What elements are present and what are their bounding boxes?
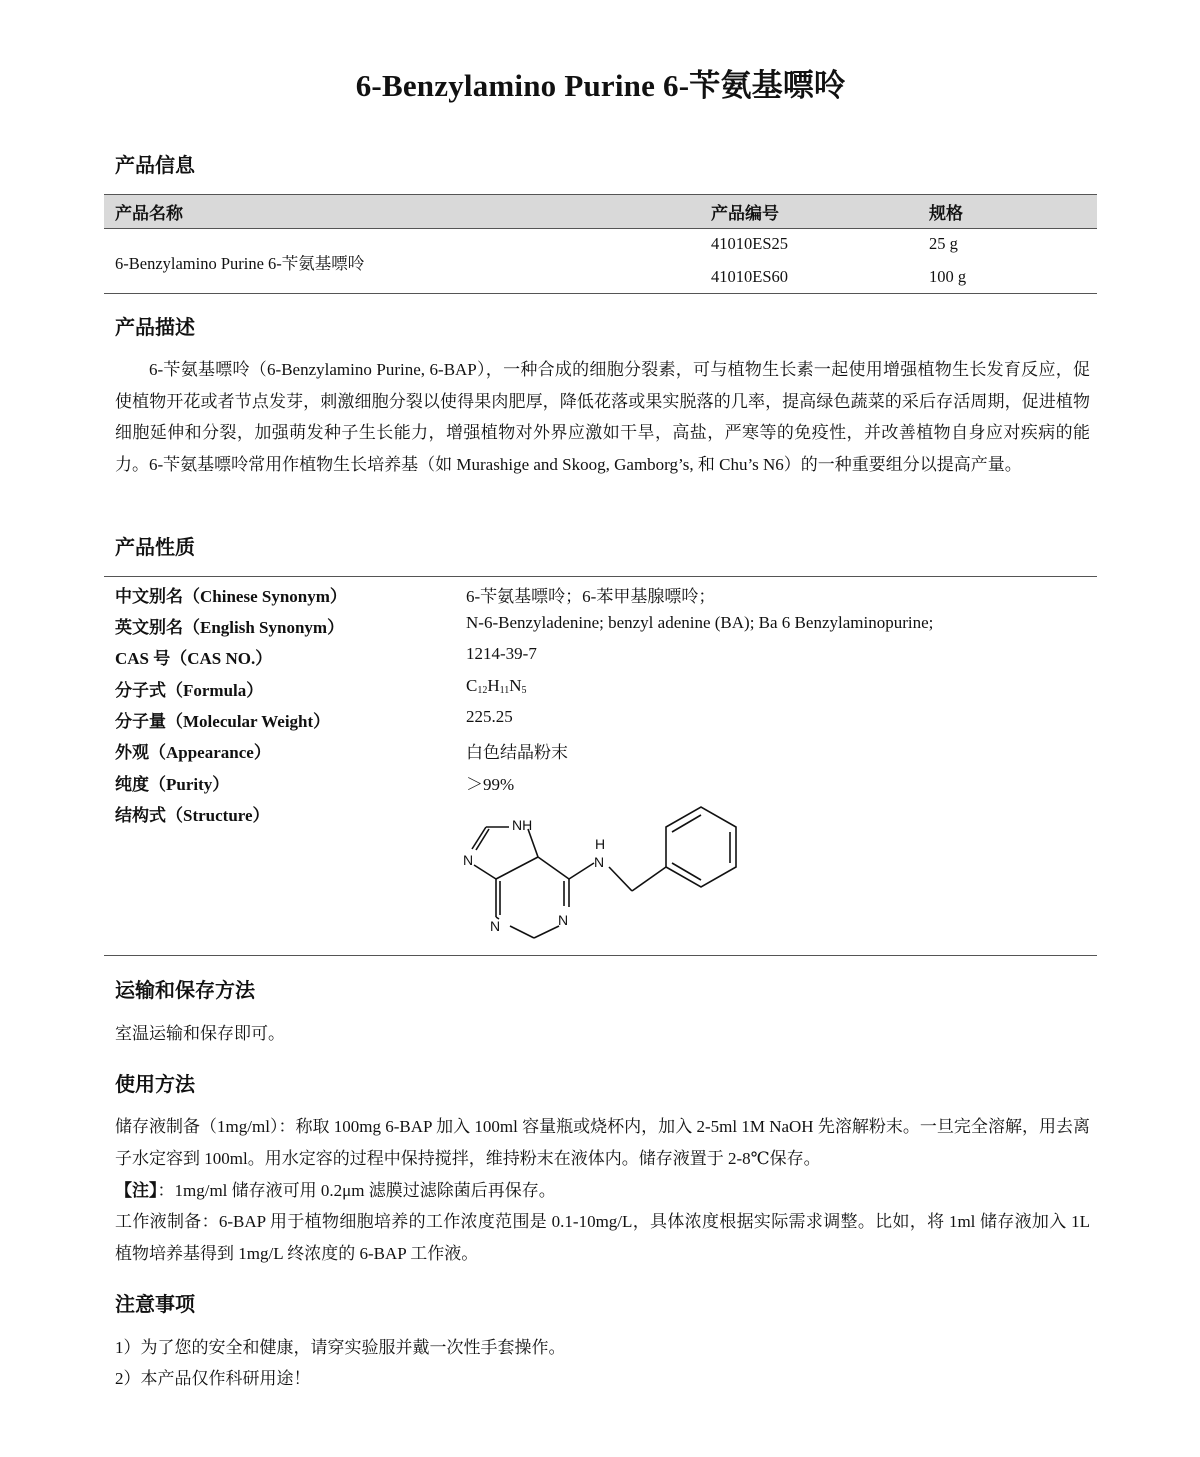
usage-stock-paragraph: 储存液制备（1mg/ml）：称取 100mg 6-BAP 加入 100ml 容量瓶或烧杯内，加入 2-5ml 1M NaOH 先溶解粉末。一旦完全溶解，用去离子水定容到 100ml。用水定容的过程中保持搅拌，维持粉末在液体内。储存液置于 2-8℃保存。 xyxy=(115,1117,1090,1168)
note-text: ：1mg/ml 储存液可用 0.2μm 滤膜过滤除菌后再保存。 xyxy=(157,1181,556,1200)
structure-label-n: N xyxy=(594,854,605,870)
property-key: 纯度（Purity） xyxy=(115,775,230,794)
section-heading-notes: 注意事项 xyxy=(115,1294,195,1316)
property-key: 外观（Appearance） xyxy=(115,743,271,762)
product-info-table xyxy=(104,194,1097,294)
property-value: ＞99% xyxy=(466,775,515,794)
product-code-cell: 41010ES25 xyxy=(711,234,789,253)
structure-label-n: N xyxy=(463,852,474,868)
document-title: 6-Benzylamino Purine 6-苄氨基嘌呤 xyxy=(355,68,846,103)
structure-label-n: N xyxy=(490,918,501,934)
spec-cell: 25 g xyxy=(929,234,958,253)
property-key: 分子量（Molecular Weight） xyxy=(115,712,331,731)
structure-diagram xyxy=(454,805,754,945)
structure-label-h: H xyxy=(595,836,606,852)
description-paragraph: 6-苄氨基嘌呤（6-Benzylamino Purine, 6-BAP），一种合成的细胞分裂素，可与植物生长素一起使用增强植物生长发育反应，促使植物开花或者节点发芽，刺激细胞分裂以使得果肉肥厚，降低花落或果实脱落的几率，提高绿色蔬菜的采后存活周期，促进植物细胞延伸和分裂，加强萌发种子生长能力，增强植物对外界应激如干旱，高盐，严寒等的免疫性，并改善植物自身应对疾病的能力。6-苄氨基嘌呤常用作植物生长培养基（如 Murashige and Skoog, Gamborg’s, 和 Chu’s N6）的一种重要组分以提高产量。 xyxy=(115,360,1090,474)
usage-working-paragraph: 工作液制备：6-BAP 用于植物细胞培养的工作浓度范围是 0.1-10mg/L，具体浓度根据实际需求调整。比如，将 1ml 储存液加入 1L 植物培养基得到 1mg/L 终浓度的 6-BAP 工作液。 xyxy=(115,1212,1090,1263)
section-heading-properties: 产品性质 xyxy=(115,537,195,559)
properties-table xyxy=(104,576,1097,956)
property-value: 白色结晶粉末 xyxy=(466,743,568,762)
section-heading-product-info: 产品信息 xyxy=(115,155,195,177)
note-label: 【注】 xyxy=(115,1181,158,1200)
header-product-code: 产品编号 xyxy=(711,204,779,223)
product-name-cell: 6-Benzylamino Purine 6-苄氨基嘌呤 xyxy=(115,254,365,273)
table-row xyxy=(104,229,1097,293)
property-key: 英文别名（English Synonym） xyxy=(115,618,345,637)
property-key: 分子式（Formula） xyxy=(115,681,264,700)
section-heading-description: 产品描述 xyxy=(115,317,195,339)
property-row xyxy=(115,676,1085,706)
property-key: 结构式（Structure） xyxy=(115,806,270,825)
property-row xyxy=(115,738,1085,768)
section-heading-usage: 使用方法 xyxy=(115,1074,195,1096)
structure-label-n: N xyxy=(558,912,569,928)
formula-value: $C_{12}H_{11}N_5$ xyxy=(466,676,527,696)
header-product-name: 产品名称 xyxy=(115,204,183,223)
property-key: CAS 号（CAS NO.） xyxy=(115,649,273,668)
property-value: 225.25 xyxy=(466,707,513,726)
property-row xyxy=(115,707,1085,737)
storage-text: 室温运输和保存即可。 xyxy=(115,1024,285,1043)
property-key: 中文别名（Chinese Synonym） xyxy=(115,587,347,606)
property-row xyxy=(115,613,1085,643)
property-value: 1214-39-7 xyxy=(466,644,537,663)
spec-cell: 100 g xyxy=(929,267,967,286)
usage-note xyxy=(115,1175,1090,1207)
product-code-cell: 41010ES60 xyxy=(711,267,789,286)
property-row xyxy=(115,770,1085,800)
property-value: 6-苄氨基嘌呤；6-苯甲基腺嘌呤； xyxy=(466,587,716,606)
property-row xyxy=(115,644,1085,674)
section-heading-storage: 运输和保存方法 xyxy=(115,980,255,1002)
note-item: 2）本产品仅作科研用途！ xyxy=(115,1369,311,1388)
note-item: 1）为了您的安全和健康，请穿实验服并戴一次性手套操作。 xyxy=(115,1338,566,1357)
header-spec: 规格 xyxy=(929,204,963,223)
property-row xyxy=(115,582,1085,612)
property-value: N-6-Benzyladenine; benzyl adenine (BA); Ba 6 Benzylaminopurine; xyxy=(466,613,934,632)
structure-label-nh: NH xyxy=(512,817,533,833)
table-header-row xyxy=(104,195,1097,229)
